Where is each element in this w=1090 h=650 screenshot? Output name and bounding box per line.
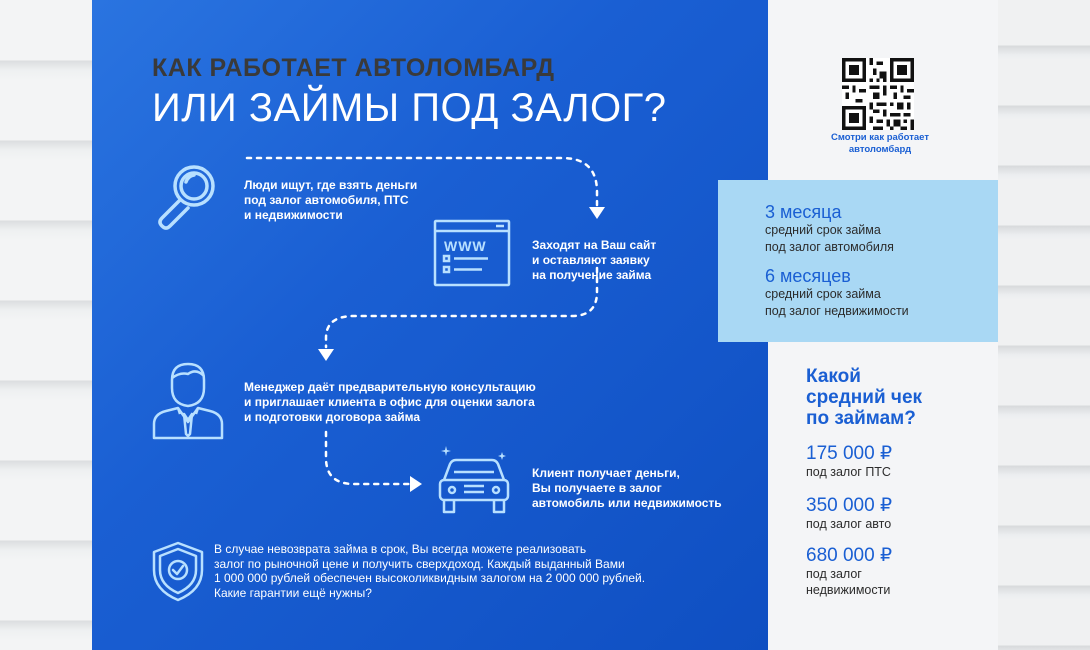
browser-www-icon [432,218,512,288]
magnifier-icon [150,160,222,232]
arrow-down-1 [589,207,605,219]
price-3-label: под залог недвижимости [806,567,891,597]
price-1-amount: 175 000 ₽ [806,443,893,464]
arrow-right-1 [410,476,422,492]
arrow-down-2 [318,349,334,361]
qr-caption: Смотри как работает автоломбард [831,132,929,155]
background-building-right [998,0,1090,650]
manager-icon [150,358,226,440]
term-2-label: средний срок займа под залог недвижимости [765,287,909,318]
title-line-1: КАК РАБОТАЕТ АВТОЛОМБАРД [152,54,555,82]
term-1-value: 3 месяца [765,202,842,222]
shield-check-icon [150,540,206,602]
price-3-amount: 680 000 ₽ [806,545,893,566]
step-2-text: Заходят на Ваш сайт и оставляют заявку на получение займа [532,238,657,282]
qr-code-icon[interactable] [842,58,914,130]
step-3-text: Менеджер даёт предварительную консультацию и приглашает клиента в офис для оценки залога и подготовки договора займа [244,380,536,424]
price-2-amount: 350 000 ₽ [806,495,893,516]
background-building-left [0,0,92,650]
car-icon [434,440,514,520]
term-1-label: средний срок займа под залог автомобиля [765,223,894,254]
guarantee-text: В случае невозврата займа в срок, Вы всегда можете реализовать залог по рыночной цене и получить сверхдоход. Каждый выданный Вами 1 000 000 рублей обеспечен высоколиквидным залогом на 2 000 000 рублей. Какие гарантии ещё нужны? [214,542,646,600]
price-1-label: под залог ПТС [806,465,891,479]
title-line-2: ИЛИ ЗАЙМЫ ПОД ЗАЛОГ? [152,86,667,130]
step-4-text: Клиент получает деньги, Вы получаете в залог автомобиль или недвижимость [532,466,722,510]
step-1-text: Люди ищут, где взять деньги под залог автомобиля, ПТС и недвижимости [244,178,418,222]
average-check-title: Какой средний чек по займам? [806,366,923,429]
svg-text:WWW: WWW [444,238,487,254]
term-2-value: 6 месяцев [765,266,851,286]
price-2-label: под залог авто [806,517,892,531]
